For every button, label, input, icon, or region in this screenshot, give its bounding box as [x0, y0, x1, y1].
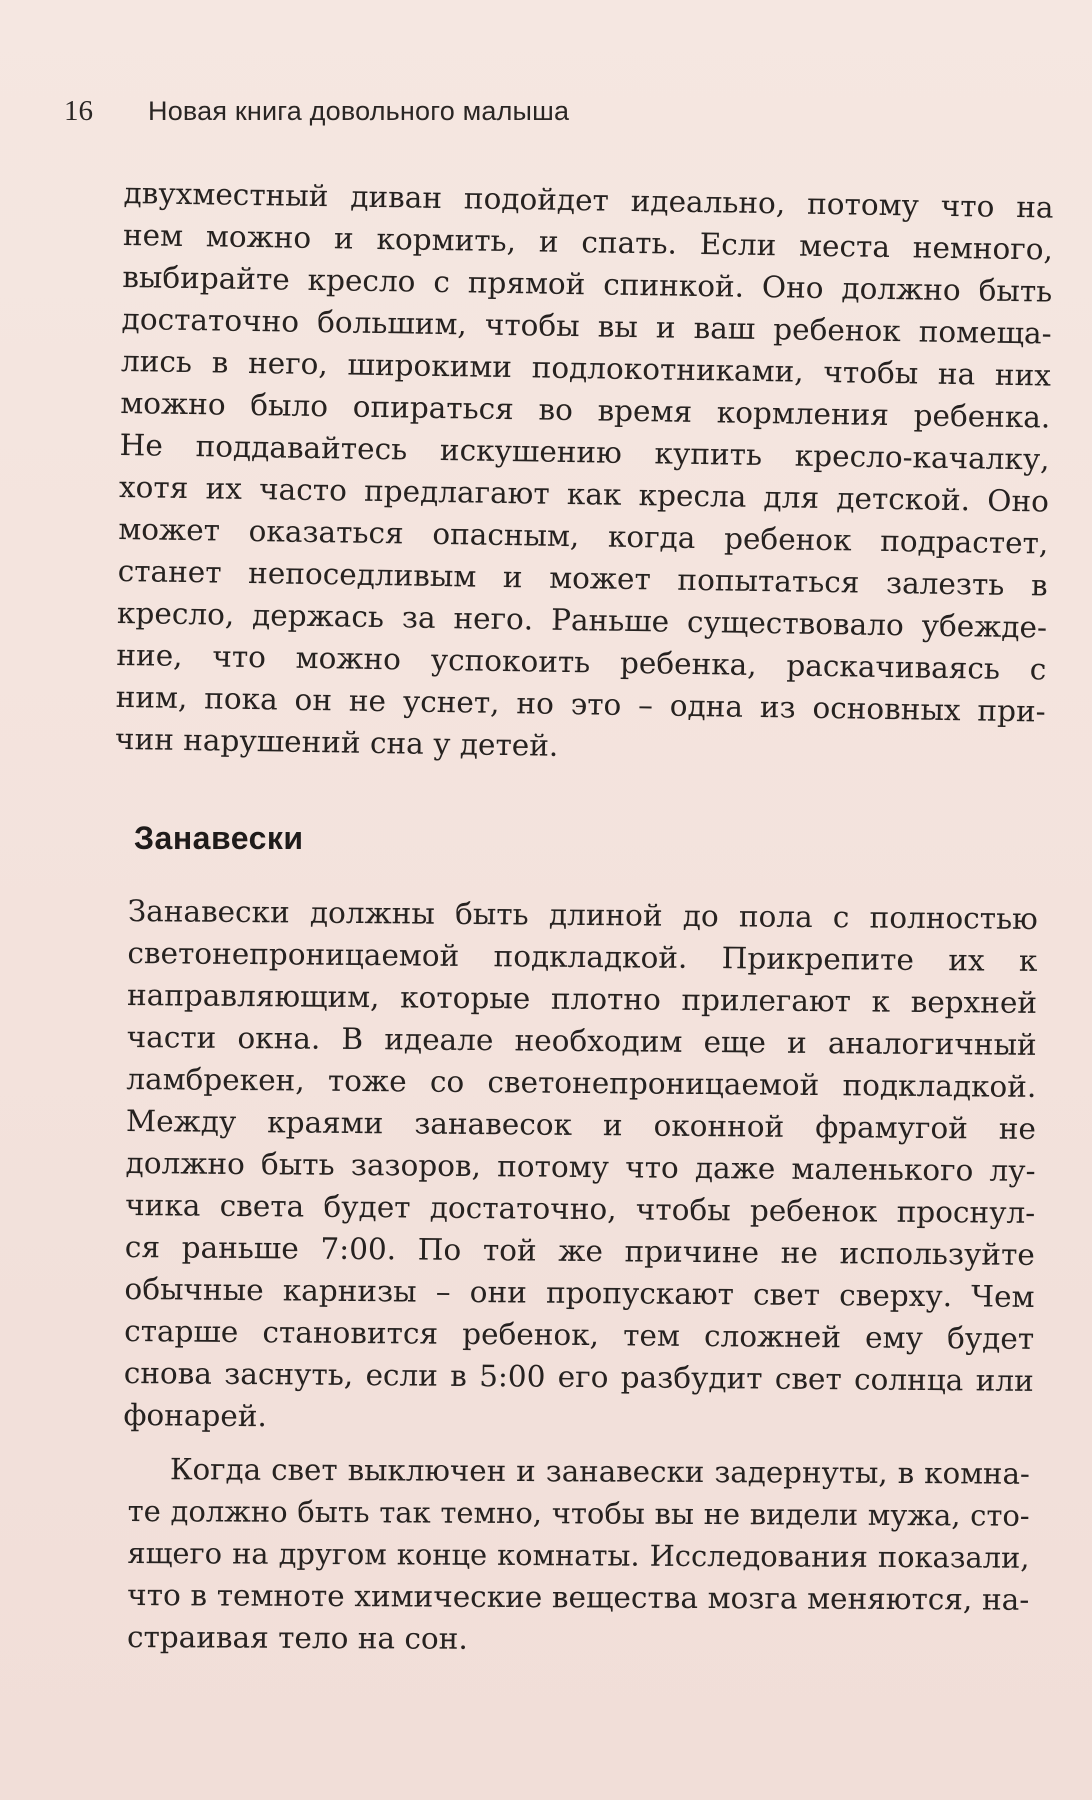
text-line: те должно быть так темно, чтобы вы не видели мужа, сто- — [127, 1493, 1030, 1533]
paragraph-darkness — [127, 1448, 1030, 1663]
text-line: кресло, держась за него. Раньше существовало убежде- — [116, 595, 1048, 645]
text-line: лись в него, широкими подлокотниками, чтобы на них — [120, 343, 1052, 393]
text-line: снова заснуть, если в 5:00 его разбудит свет солнца или — [123, 1355, 1034, 1398]
text-line: ся раньше 7:00. По той же причине не используйте — [124, 1229, 1035, 1272]
text-line: чин нарушений сна у детей. — [114, 721, 559, 763]
running-header — [64, 95, 1044, 141]
text-line: ламбрекен, тоже со светонепроницаемой подкладкой. — [126, 1061, 1037, 1104]
paragraph-intro-sofa — [115, 172, 1054, 775]
text-line: Занавески должны быть длиной до пола с полностью — [127, 893, 1038, 936]
text-line: ящего на другом конце комнаты. Исследования показали, — [127, 1535, 1030, 1575]
text-line: может оказаться опасным, когда ребенок подрастет, — [118, 511, 1049, 561]
text-line: достаточно большим, чтобы вы и ваш ребенок помеща- — [121, 301, 1052, 351]
running-title: Новая книга довольного малыша — [148, 96, 570, 126]
text-line: фонарей. — [123, 1397, 268, 1434]
text-line: Между краями занавесок и оконной фрамугой не — [125, 1103, 1037, 1146]
text-line: страивая тело на сон. — [126, 1619, 468, 1656]
text-line: нем можно и кормить, и спать. Если места немного, — [122, 217, 1054, 267]
text-line: ние, что можно успокоить ребенка, раскачиваясь с — [116, 637, 1047, 687]
text-line: направляющим, которые плотно прилегают к верхней — [126, 977, 1038, 1020]
text-line: старше становится ребенок, тем сложней ему будет — [124, 1313, 1035, 1356]
text-line: обычные карнизы – они пропускают свет сверху. Чем — [124, 1271, 1035, 1314]
text-line: хотя их часто предлагают как кресла для детской. Оно — [118, 469, 1050, 519]
section-heading-curtains: Занавески — [134, 820, 304, 856]
text-line: Не поддавайтесь искушению купить кресло-качалку, — [119, 427, 1050, 477]
text-line: можно было опираться во время кормления ребенка. — [120, 385, 1051, 435]
text-line: светонепроницаемой подкладкой. Прикрепите их к — [127, 935, 1038, 978]
text-line: части окна. В идеале необходим еще и аналогичный — [126, 1019, 1037, 1062]
text-line: ним, пока он не уснет, но это – одна из основных при- — [115, 679, 1046, 729]
text-line: выбирайте кресло с прямой спинкой. Оно должно быть — [122, 259, 1053, 309]
text-line: двухместный диван подойдет идеально, потому что на — [123, 175, 1054, 225]
page-number: 16 — [64, 95, 93, 127]
paragraph-curtains — [123, 890, 1038, 1444]
text-line: Когда свет выключен и занавески задернуты, в комна- — [169, 1452, 1030, 1491]
text-line: станет непоседливым и может попытаться залезть в — [117, 553, 1048, 603]
text-line: чика света будет достаточно, чтобы ребенок проснул- — [125, 1187, 1036, 1230]
text-line: что в темноте химические вещества мозга меняются, на- — [127, 1577, 1030, 1617]
text-line: должно быть зазоров, потому что даже маленького лу- — [125, 1145, 1036, 1188]
